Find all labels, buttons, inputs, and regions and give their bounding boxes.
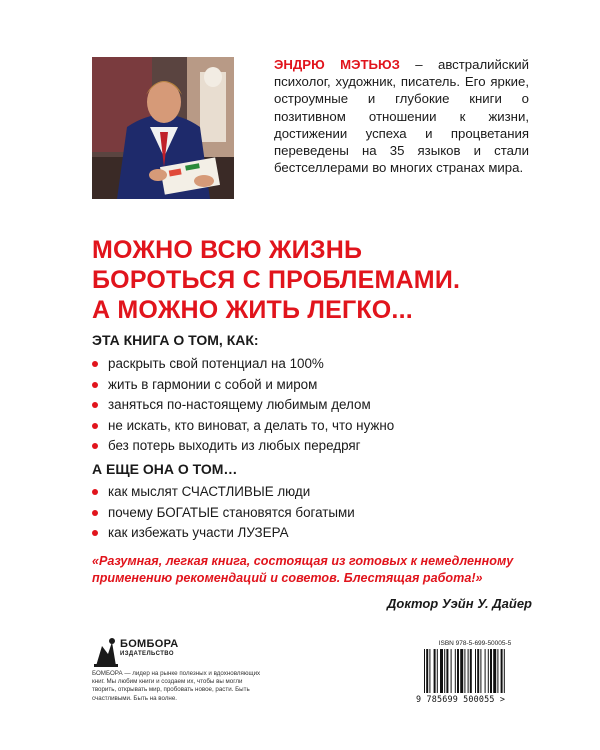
section-2-list	[92, 482, 355, 544]
list-item-text: не искать, кто виноват, а делать то, что нужно	[108, 417, 395, 433]
author-bio-text: – австралийский психолог, художник, писатель. Его яркие, остроумные и глубокие книги о позитивном отношении к жизни, достижении успеха и процветания переведены на 35 языков и стали бестселлерами во многих странах мира.	[274, 57, 529, 176]
headline	[92, 235, 532, 325]
bullet-icon	[92, 443, 98, 449]
bullet-icon	[92, 423, 98, 429]
list-item-text: без потерь выходить из любых передряг	[108, 438, 361, 453]
barcode-digits: 9 785699 500055 >	[416, 694, 506, 704]
list-item-text: жить в гармонии с собой и миром	[108, 376, 318, 392]
headline-line-3: А МОЖНО ЖИТЬ ЛЕГКО...	[92, 296, 413, 324]
author-photo-image	[92, 57, 234, 199]
list-item	[92, 436, 394, 457]
isbn-label: ISBN 978-5-699-50005-5	[438, 640, 512, 647]
bullet-icon	[92, 489, 98, 495]
list-item	[92, 395, 394, 416]
list-item-text: почему БОГАТЫЕ становятся богатыми	[108, 504, 355, 520]
section-2-title: А ЕЩЕ ОНА О ТОМ…	[92, 461, 238, 477]
list-item-text: как избежать участи ЛУЗЕРА	[108, 525, 289, 540]
list-item	[92, 503, 355, 524]
list-item-text: раскрыть свой потенциал на 100%	[108, 356, 324, 371]
quote-author: Доктор Уэйн У. Дайер	[387, 596, 532, 611]
bullet-icon	[92, 530, 98, 536]
bullet-icon	[92, 361, 98, 367]
isbn-block	[416, 640, 534, 704]
bullet-icon	[92, 510, 98, 516]
list-item-text: как мыслят СЧАСТЛИВЫЕ люди	[108, 484, 311, 499]
publisher-name: БОМБОРА	[120, 638, 179, 650]
author-photo	[92, 57, 234, 199]
headline-line-1: МОЖНО ВСЮ ЖИЗНЬ	[92, 236, 363, 264]
list-item	[92, 416, 394, 437]
list-item	[92, 482, 355, 503]
list-item-text: заняться по-настоящему любимым делом	[108, 397, 371, 412]
list-item	[92, 354, 394, 375]
barcode-icon	[422, 649, 530, 693]
review-quote: «Разумная, легкая книга, состоящая из готовых к немедленному применению рекомендаций и советов. Блестящая работа!»	[92, 554, 514, 585]
author-bio	[274, 56, 529, 176]
list-item	[92, 523, 355, 544]
list-item	[92, 375, 394, 396]
section-1-list	[92, 354, 394, 457]
publisher-description: БОМБОРА — лидер на рынке полезных и вдохновляющих книг. Мы любим книги и создаем их, чтобы вы могли творить, открывать мир, пробовать новое, расти. Быть счастливыми. Быть на волне.	[92, 670, 261, 702]
bullet-icon	[92, 402, 98, 408]
author-name: ЭНДРЮ МЭТЬЮЗ	[274, 57, 400, 72]
bullet-icon	[92, 382, 98, 388]
headline-line-2: БОРОТЬСЯ С ПРОБЛЕМАМИ.	[92, 266, 461, 294]
publisher-subtitle: ИЗДАТЕЛЬСТВО	[120, 651, 174, 657]
section-1-title: ЭТА КНИГА О ТОМ, КАК:	[92, 332, 259, 348]
